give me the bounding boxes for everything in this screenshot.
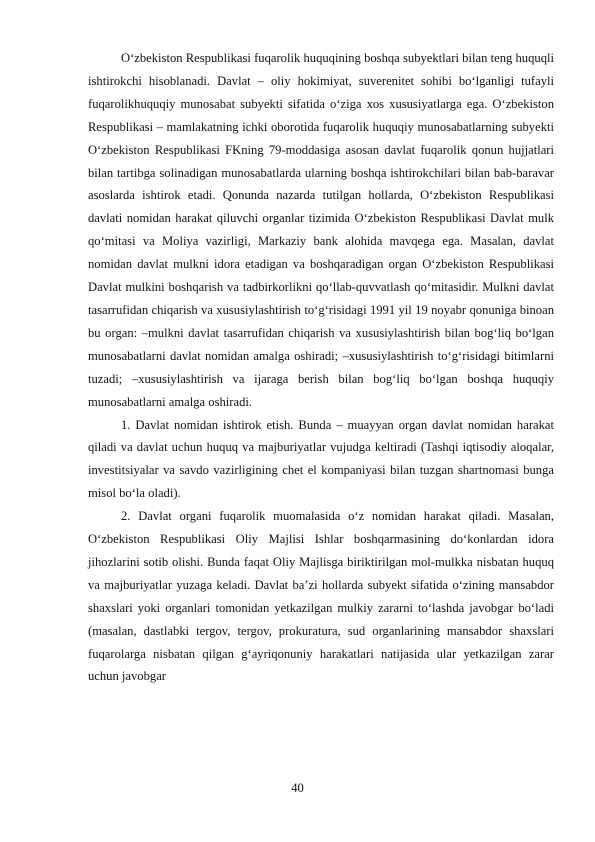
paragraph-3: 2. Davlat organi fuqarolik muomalasida o‘z nomidan harakat qiladi. Masalan, O‘zbekiston Respublikasi Oliy Majlisi Ishlar boshqarmasining do‘konlardan idora jihozlarini sotib olishi. Bunda faqat Oliy Majlisga biriktirilgan mol-mulkka nisbatan huquq va majburiyatlar yuzaga keladi. Davlat ba’zi hollarda subyekt sifatida o‘zining mansabdor shaxslari yoki organlari tomonidan yetkazilgan mulkiy zararni to‘lashda javobgar bo‘ladi (masalan, dastlabki tergov, tergov, prokuratura, sud organlarining mansabdor shaxslari fuqarolarga nisbatan qilgan g‘ayriqonuniy harakatlari natijasida ular yetkazilgan zarar uchun javobgar (88, 509, 554, 684)
paragraph-2: 1. Davlat nomidan ishtirok etish. Bunda – muayyan organ davlat nomidan harakat qiladi va davlat uchun huquq va majburiyatlar vujudga keltiradi (Tashqi iqtisodiy aloqalar, investitsiyalar va savdo vazirligining chet el kompaniyasi bilan tuzgan shartnomasi bunga misol bo‘la oladi). (88, 417, 554, 501)
paragraph-1: O‘zbekiston Respublikasi fuqarolik huquqining boshqa subyektlari bilan teng huquqli ishtirokchi hisoblanadi. Davlat – oliy hokimiyat, suverenitet sohibi bo‘lganligi tufayli fuqarolikhuquqiy munosabat subyekti sifatida o‘ziga xos xususiyatlarga ega. O‘zbekiston Respublikasi – mamlakatning ichki oborotida fuqarolik huquqiy munosabatlarning subyekti O‘zbekiston Respublikasi FKning 79-moddasiga asosan davlat fuqarolik qonun hujjatlari bilan tartibga solinadigan munosabatlarda ularning boshqa ishtirokchilari bilan bab-baravar asoslarda ishtirok etadi. Qonunda nazarda tutilgan hollarda, O‘zbekiston Respublikasi davlati nomidan harakat qiluvchi organlar tizimida O‘zbekiston Respublikasi Davlat mulk qo‘mitasi va Moliya vazirligi, Markaziy bank alohida mavqega ega. Masalan, davlat nomidan davlat mulkni idora etadigan va boshqaradigan organ O‘zbekiston Respublikasi Davlat mulkini boshqarish va tadbirkorlikni qo‘llab-quvvatlash qo‘mitasidir. Mulkni davlat tasarrufidan chiqarish va xususiylashtirish to‘g‘risidagi 1991 yil 19 noyabr qonuniga binoan bu organ: –mulkni davlat tasarrufidan chiqarish va xususiylashtirish bilan bog‘liq bo‘lgan munosabatlarni davlat nomidan amalga oshiradi; –xususiylashtirish to‘g‘risidagi bitimlarni tuzadi; –xususiylashtirish va ijaraga berish bilan bog‘liq bo‘lgan boshqa huquqiy munosabatlarni amalga oshiradi. (88, 51, 554, 409)
page-number: 40 (291, 781, 304, 795)
document-body (88, 47, 554, 688)
